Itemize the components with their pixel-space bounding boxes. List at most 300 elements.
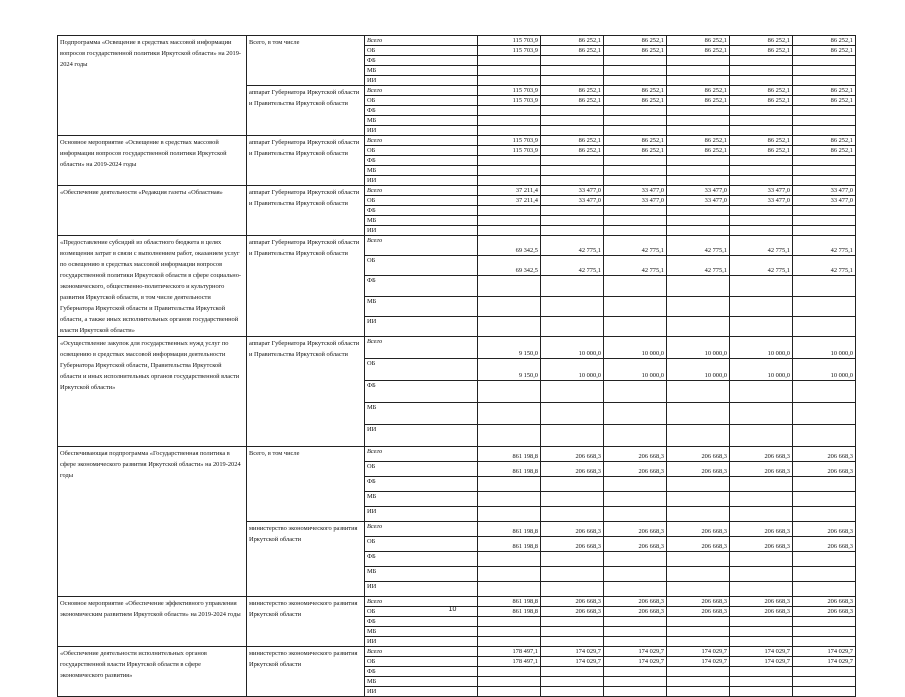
executor-cell: аппарат Губернатора Иркутской области и Правительства Иркутской области: [247, 136, 365, 186]
funding-source: МБ: [365, 677, 478, 687]
amount-cell: [793, 552, 856, 567]
amount-cell: [667, 552, 730, 567]
amount-cell: 206 668,3: [541, 522, 604, 537]
amount-cell: 115 703,9: [478, 36, 541, 46]
amount-cell: 206 668,3: [730, 462, 793, 477]
amount-cell: 206 668,3: [793, 447, 856, 462]
amount-cell: [793, 567, 856, 582]
funding-source: Всего: [365, 337, 478, 359]
funding-source: МБ: [365, 492, 478, 507]
amount-cell: [730, 677, 793, 687]
amount-cell: [730, 403, 793, 425]
amount-cell: [667, 156, 730, 166]
amount-cell: [604, 381, 667, 403]
amount-cell: 33 477,0: [604, 196, 667, 206]
amount-cell: 10 000,0: [541, 337, 604, 359]
amount-cell: 10 000,0: [667, 359, 730, 381]
amount-cell: [730, 76, 793, 86]
amount-cell: 33 477,0: [604, 186, 667, 196]
amount-cell: 86 252,1: [730, 136, 793, 146]
amount-cell: [667, 76, 730, 86]
funding-source: МБ: [365, 216, 478, 226]
amount-cell: 42 775,1: [667, 236, 730, 256]
amount-cell: 206 668,3: [793, 462, 856, 477]
funding-source: ИИ: [365, 687, 478, 697]
amount-cell: [730, 667, 793, 677]
amount-cell: [793, 116, 856, 126]
amount-cell: [478, 226, 541, 236]
amount-cell: 86 252,1: [604, 146, 667, 156]
amount-cell: 10 000,0: [667, 337, 730, 359]
amount-cell: [604, 492, 667, 507]
amount-cell: [730, 552, 793, 567]
amount-cell: 86 252,1: [667, 146, 730, 156]
amount-cell: [667, 381, 730, 403]
amount-cell: 10 000,0: [793, 337, 856, 359]
amount-cell: [604, 176, 667, 186]
funding-source: ОБ: [365, 462, 478, 477]
amount-cell: [667, 492, 730, 507]
amount-cell: 206 668,3: [667, 447, 730, 462]
funding-source: Всего: [365, 186, 478, 196]
funding-source: МБ: [365, 116, 478, 126]
amount-cell: [541, 627, 604, 637]
amount-cell: [604, 477, 667, 492]
amount-cell: [541, 106, 604, 116]
budget-table: [57, 35, 856, 697]
amount-cell: 115 703,9: [478, 136, 541, 146]
funding-source: МБ: [365, 166, 478, 176]
amount-cell: 86 252,1: [667, 86, 730, 96]
amount-cell: [730, 637, 793, 647]
amount-cell: 861 198,8: [478, 537, 541, 552]
amount-cell: [730, 156, 793, 166]
funding-source: ОБ: [365, 607, 478, 617]
amount-cell: 86 252,1: [793, 36, 856, 46]
amount-cell: [730, 316, 793, 336]
amount-cell: 42 775,1: [730, 256, 793, 276]
amount-cell: 206 668,3: [604, 607, 667, 617]
amount-cell: 42 775,1: [730, 236, 793, 256]
funding-source: МБ: [365, 627, 478, 637]
funding-source: Всего: [365, 447, 478, 462]
amount-cell: [793, 66, 856, 76]
amount-cell: 861 198,8: [478, 597, 541, 607]
amount-cell: [730, 582, 793, 597]
amount-cell: 10 000,0: [793, 359, 856, 381]
amount-cell: [478, 667, 541, 677]
amount-cell: [541, 316, 604, 336]
amount-cell: [793, 126, 856, 136]
amount-cell: [730, 166, 793, 176]
amount-cell: 174 029,7: [793, 657, 856, 667]
amount-cell: [667, 176, 730, 186]
amount-cell: [541, 381, 604, 403]
amount-cell: [604, 567, 667, 582]
amount-cell: 42 775,1: [541, 256, 604, 276]
amount-cell: [667, 106, 730, 116]
amount-cell: [478, 477, 541, 492]
amount-cell: [604, 76, 667, 86]
funding-source: МБ: [365, 66, 478, 76]
amount-cell: [478, 126, 541, 136]
amount-cell: 206 668,3: [541, 607, 604, 617]
page-number: 10: [448, 606, 457, 613]
amount-cell: 86 252,1: [793, 146, 856, 156]
amount-cell: [793, 425, 856, 447]
funding-source: ФБ: [365, 206, 478, 216]
amount-cell: [730, 176, 793, 186]
amount-cell: [478, 425, 541, 447]
table-row: [58, 337, 856, 359]
funding-source: ФБ: [365, 56, 478, 66]
activity-description: «Осуществление закупок для государственных нужд услуг по освещению в средствах массовой информации деятельности Губернатора Иркутской области, Правительства Иркутской области и иных исполнительных органов государственной власти Иркутской области»: [58, 337, 247, 447]
amount-cell: 86 252,1: [793, 136, 856, 146]
amount-cell: [793, 76, 856, 86]
amount-cell: 86 252,1: [541, 36, 604, 46]
amount-cell: 37 211,4: [478, 186, 541, 196]
amount-cell: 206 668,3: [730, 522, 793, 537]
amount-cell: [478, 106, 541, 116]
amount-cell: 861 198,8: [478, 447, 541, 462]
amount-cell: [541, 667, 604, 677]
amount-cell: [604, 507, 667, 522]
executor-cell: аппарат Губернатора Иркутской области и Правительства Иркутской области: [247, 186, 365, 236]
amount-cell: [793, 156, 856, 166]
amount-cell: [478, 206, 541, 216]
amount-cell: [541, 126, 604, 136]
amount-cell: 206 668,3: [667, 607, 730, 617]
amount-cell: 115 703,9: [478, 46, 541, 56]
amount-cell: 206 668,3: [793, 597, 856, 607]
amount-cell: [541, 216, 604, 226]
amount-cell: 86 252,1: [604, 86, 667, 96]
funding-source: ОБ: [365, 657, 478, 667]
amount-cell: [667, 477, 730, 492]
amount-cell: 86 252,1: [541, 96, 604, 106]
amount-cell: [793, 667, 856, 677]
amount-cell: 33 477,0: [541, 186, 604, 196]
activity-description: Основное мероприятие «Освещение в средствах массовой информации вопросов государственной политики Иркутской области» на 2019-2024 годы: [58, 136, 247, 186]
funding-source: ФБ: [365, 667, 478, 677]
amount-cell: 33 477,0: [667, 186, 730, 196]
amount-cell: [667, 66, 730, 76]
amount-cell: 206 668,3: [604, 462, 667, 477]
amount-cell: [667, 226, 730, 236]
amount-cell: 206 668,3: [541, 597, 604, 607]
amount-cell: 86 252,1: [667, 36, 730, 46]
amount-cell: 206 668,3: [793, 537, 856, 552]
amount-cell: [478, 637, 541, 647]
amount-cell: 174 029,7: [604, 647, 667, 657]
funding-source: ОБ: [365, 359, 478, 381]
amount-cell: 174 029,7: [541, 657, 604, 667]
amount-cell: [730, 567, 793, 582]
amount-cell: 206 668,3: [604, 537, 667, 552]
amount-cell: [730, 66, 793, 76]
funding-source: ИИ: [365, 316, 478, 336]
amount-cell: [730, 106, 793, 116]
amount-cell: 86 252,1: [667, 136, 730, 146]
amount-cell: [478, 552, 541, 567]
amount-cell: [730, 226, 793, 236]
funding-source: ОБ: [365, 96, 478, 106]
amount-cell: [478, 216, 541, 226]
amount-cell: [541, 66, 604, 76]
amount-cell: [478, 56, 541, 66]
amount-cell: [793, 687, 856, 697]
amount-cell: [604, 637, 667, 647]
funding-source: ОБ: [365, 46, 478, 56]
amount-cell: [604, 425, 667, 447]
amount-cell: [541, 206, 604, 216]
amount-cell: 42 775,1: [541, 236, 604, 256]
amount-cell: [541, 477, 604, 492]
funding-source: ИИ: [365, 176, 478, 186]
amount-cell: [667, 206, 730, 216]
funding-source: МБ: [365, 296, 478, 316]
amount-cell: [478, 166, 541, 176]
amount-cell: 86 252,1: [730, 36, 793, 46]
table-row: [58, 236, 856, 256]
amount-cell: [667, 126, 730, 136]
executor-cell: министерство экономического развития Иркутской области: [247, 647, 365, 697]
funding-source: ОБ: [365, 146, 478, 156]
amount-cell: [541, 687, 604, 697]
amount-cell: 206 668,3: [730, 447, 793, 462]
amount-cell: 86 252,1: [793, 96, 856, 106]
funding-source: ИИ: [365, 76, 478, 86]
amount-cell: [667, 296, 730, 316]
amount-cell: 115 703,9: [478, 146, 541, 156]
amount-cell: [730, 216, 793, 226]
amount-cell: 42 775,1: [667, 256, 730, 276]
amount-cell: 86 252,1: [730, 46, 793, 56]
amount-cell: [793, 617, 856, 627]
amount-cell: 9 150,0: [478, 359, 541, 381]
amount-cell: 86 252,1: [730, 96, 793, 106]
table-row: [58, 647, 856, 657]
amount-cell: 86 252,1: [541, 86, 604, 96]
amount-cell: 86 252,1: [604, 36, 667, 46]
amount-cell: 174 029,7: [667, 657, 730, 667]
amount-cell: 86 252,1: [604, 96, 667, 106]
amount-cell: 10 000,0: [730, 337, 793, 359]
amount-cell: [793, 582, 856, 597]
amount-cell: [541, 637, 604, 647]
amount-cell: [793, 677, 856, 687]
amount-cell: [541, 276, 604, 296]
amount-cell: [793, 166, 856, 176]
activity-description: «Обеспечение деятельности исполнительных органов государственной власти Иркутской области в сфере экономического развития»: [58, 647, 247, 697]
table-row: [58, 597, 856, 607]
amount-cell: [667, 425, 730, 447]
amount-cell: 174 029,7: [793, 647, 856, 657]
amount-cell: [604, 206, 667, 216]
amount-cell: [604, 56, 667, 66]
funding-source: Всего: [365, 236, 478, 256]
amount-cell: [604, 216, 667, 226]
amount-cell: 206 668,3: [730, 537, 793, 552]
amount-cell: 86 252,1: [604, 46, 667, 56]
activity-description: «Предоставление субсидий из областного бюджета в целях возмещения затрат в связи с выполнением работ, оказанием услуг по освещению в средствах массовой информации вопросов государственной политики Иркутской области в сфере социально-экономического, общественно-политического и культурного развития Иркутской области, в том числе деятельности Губернатора Иркутской области и Правительства Иркутской области, а также иных исполнительных органов государственной власти Иркутской области»: [58, 236, 247, 337]
amount-cell: 33 477,0: [730, 186, 793, 196]
amount-cell: 69 342,5: [478, 236, 541, 256]
amount-cell: [478, 403, 541, 425]
amount-cell: 86 252,1: [541, 46, 604, 56]
amount-cell: [793, 627, 856, 637]
amount-cell: [730, 627, 793, 637]
amount-cell: 42 775,1: [793, 236, 856, 256]
amount-cell: [793, 216, 856, 226]
amount-cell: 178 497,1: [478, 657, 541, 667]
amount-cell: 33 477,0: [667, 196, 730, 206]
amount-cell: 206 668,3: [667, 462, 730, 477]
amount-cell: [667, 677, 730, 687]
amount-cell: [667, 166, 730, 176]
amount-cell: [541, 296, 604, 316]
table-row: [58, 136, 856, 146]
amount-cell: [793, 403, 856, 425]
amount-cell: [478, 567, 541, 582]
executor-cell: Всего, в том числе: [247, 36, 365, 86]
amount-cell: [541, 552, 604, 567]
executor-cell: министерство экономического развития Иркутской области: [247, 522, 365, 597]
amount-cell: [604, 687, 667, 697]
amount-cell: [478, 582, 541, 597]
funding-source: ИИ: [365, 425, 478, 447]
amount-cell: [541, 617, 604, 627]
amount-cell: [793, 106, 856, 116]
amount-cell: [604, 126, 667, 136]
amount-cell: [478, 276, 541, 296]
amount-cell: [541, 507, 604, 522]
amount-cell: 206 668,3: [793, 522, 856, 537]
amount-cell: [667, 276, 730, 296]
amount-cell: 9 150,0: [478, 337, 541, 359]
amount-cell: [604, 316, 667, 336]
amount-cell: [604, 226, 667, 236]
amount-cell: [730, 56, 793, 66]
funding-source: ФБ: [365, 276, 478, 296]
amount-cell: [793, 492, 856, 507]
table-row: [58, 186, 856, 196]
funding-source: ИИ: [365, 637, 478, 647]
table-row: [58, 447, 856, 462]
amount-cell: 86 252,1: [541, 136, 604, 146]
amount-cell: 42 775,1: [604, 256, 667, 276]
funding-source: ИИ: [365, 226, 478, 236]
amount-cell: [793, 507, 856, 522]
amount-cell: 33 477,0: [730, 196, 793, 206]
amount-cell: 86 252,1: [793, 46, 856, 56]
amount-cell: [541, 176, 604, 186]
amount-cell: 174 029,7: [730, 657, 793, 667]
amount-cell: [541, 425, 604, 447]
funding-source: ФБ: [365, 477, 478, 492]
amount-cell: [478, 617, 541, 627]
amount-cell: [667, 667, 730, 677]
amount-cell: [667, 637, 730, 647]
amount-cell: 86 252,1: [730, 146, 793, 156]
amount-cell: [730, 425, 793, 447]
amount-cell: [478, 176, 541, 186]
funding-source: МБ: [365, 567, 478, 582]
funding-source: ФБ: [365, 617, 478, 627]
amount-cell: 174 029,7: [730, 647, 793, 657]
amount-cell: [730, 381, 793, 403]
amount-cell: [667, 316, 730, 336]
amount-cell: [541, 567, 604, 582]
funding-source: ОБ: [365, 256, 478, 276]
amount-cell: [730, 276, 793, 296]
amount-cell: [604, 66, 667, 76]
amount-cell: 174 029,7: [604, 657, 667, 667]
amount-cell: [478, 677, 541, 687]
amount-cell: [541, 582, 604, 597]
amount-cell: 33 477,0: [541, 196, 604, 206]
amount-cell: 206 668,3: [667, 537, 730, 552]
amount-cell: 10 000,0: [730, 359, 793, 381]
amount-cell: 86 252,1: [604, 136, 667, 146]
amount-cell: [541, 76, 604, 86]
funding-source: ИИ: [365, 582, 478, 597]
amount-cell: [667, 403, 730, 425]
amount-cell: 206 668,3: [604, 522, 667, 537]
funding-source: Всего: [365, 522, 478, 537]
amount-cell: 42 775,1: [793, 256, 856, 276]
amount-cell: [478, 156, 541, 166]
table-row: [58, 36, 856, 46]
amount-cell: [793, 226, 856, 236]
funding-source: ОБ: [365, 196, 478, 206]
amount-cell: 33 477,0: [793, 196, 856, 206]
activity-description: Подпрограмма «Освещение в средствах массовой информации вопросов государственной политики Иркутской области» на 2019-2024 годы: [58, 36, 247, 136]
amount-cell: [604, 156, 667, 166]
amount-cell: [730, 296, 793, 316]
amount-cell: 206 668,3: [604, 447, 667, 462]
amount-cell: [604, 106, 667, 116]
amount-cell: [793, 206, 856, 216]
amount-cell: [541, 492, 604, 507]
amount-cell: [478, 316, 541, 336]
amount-cell: [478, 76, 541, 86]
amount-cell: 86 252,1: [793, 86, 856, 96]
activity-description: Обеспечивающая подпрограмма «Государственная политика в сфере экономического развития Иркутской области» на 2019-2024 годы: [58, 447, 247, 597]
amount-cell: 10 000,0: [604, 337, 667, 359]
amount-cell: [478, 687, 541, 697]
amount-cell: 174 029,7: [667, 647, 730, 657]
amount-cell: [793, 381, 856, 403]
amount-cell: [730, 206, 793, 216]
amount-cell: [478, 627, 541, 637]
amount-cell: [604, 116, 667, 126]
activity-description: Основное мероприятие «Обеспечение эффективного управления экономическим развитием Иркутской области» на 2019-2024 годы: [58, 597, 247, 647]
amount-cell: [667, 687, 730, 697]
amount-cell: 206 668,3: [730, 607, 793, 617]
funding-source: МБ: [365, 403, 478, 425]
funding-source: Всего: [365, 647, 478, 657]
amount-cell: [667, 627, 730, 637]
funding-source: Всего: [365, 36, 478, 46]
amount-cell: [604, 552, 667, 567]
amount-cell: [793, 56, 856, 66]
funding-source: ФБ: [365, 552, 478, 567]
amount-cell: 861 198,8: [478, 522, 541, 537]
amount-cell: [541, 116, 604, 126]
amount-cell: 206 668,3: [604, 597, 667, 607]
amount-cell: [793, 637, 856, 647]
